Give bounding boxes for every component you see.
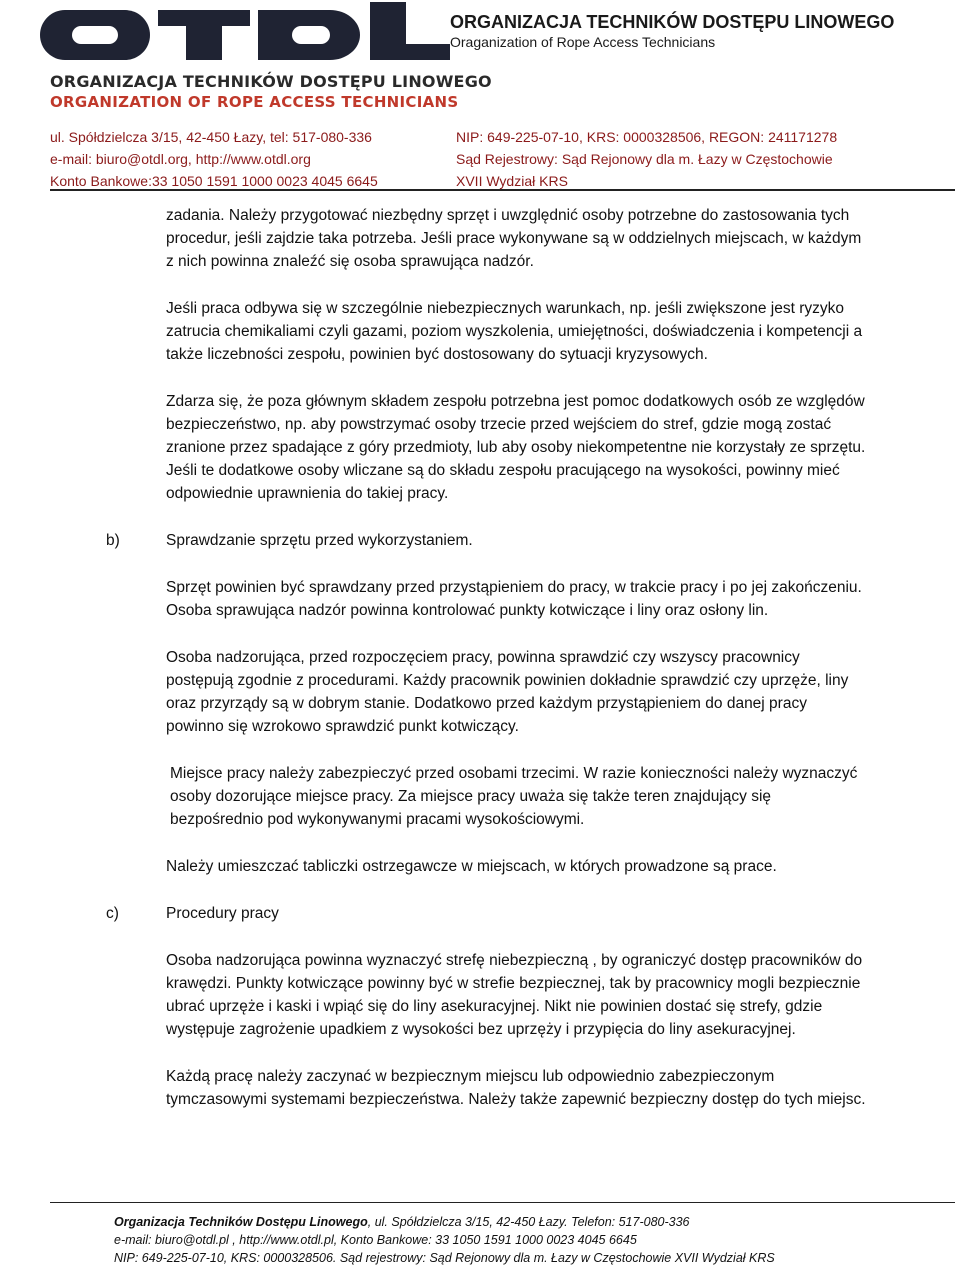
paragraph: Należy umieszczać tabliczki ostrzegawcze w miejscach, w których prowadzone są prace.: [166, 858, 777, 875]
contact-court: Sąd Rejestrowy: Sąd Rejonowy dla m. Łazy w Częstochowie: [456, 151, 833, 167]
footer-line-3: NIP: 649-225-07-10, KRS: 0000328506. Sąd rejestrowy: Sąd Rejonowy dla m. Łazy w Częstochowie XVII Wydział KRS: [114, 1251, 775, 1265]
header-divider: [50, 189, 955, 191]
paragraph: Osoba nadzorująca, przed rozpoczęciem pracy, powinna sprawdzić czy wszyscy pracownicy postępują zgodnie z procedurami. Każdy pracownik powinien dokładnie sprawdzić czy uprzęże, liny oraz przyrządy są w dobrym stanie. Dodatkowo przed każdym przystąpieniem do danej pracy powinno się wzrokowo sprawdzić punkt kotwiczący.: [166, 649, 849, 735]
footer-line-2: e-mail: biuro@otdl.pl , http://www.otdl.pl, Konto Bankowe: 33 1050 1591 1000 0023 4045 6645: [114, 1233, 637, 1247]
contact-left: [50, 126, 378, 192]
section-b-heading: [106, 529, 866, 552]
contact-right: [456, 126, 837, 192]
org-name-english: ORGANIZATION OF ROPE ACCESS TECHNICIANS: [50, 93, 459, 111]
paragraph: Każdą pracę należy zaczynać w bezpiecznym miejscu lub odpowiednio zabezpieczonym tymczasowymi systemami bezpieczeństwa. Należy także zapewnić bezpieczny dostęp do tych miejsc.: [166, 1068, 866, 1108]
paragraph: Sprzęt powinien być sprawdzany przed przystąpieniem do pracy, w trakcie pracy i po jej zakończeniu. Osoba sprawująca nadzór powinna kontrolować punkty kotwiczące i liny oraz osłony lin.: [166, 579, 862, 619]
otdl-logo-graphic: [40, 2, 450, 62]
header-subtitle: Oraganization of Rope Access Technicians: [450, 34, 716, 50]
contact-department: XVII Wydział KRS: [456, 173, 568, 189]
paragraph: Osoba nadzorująca powinna wyznaczyć strefę niebezpieczną , by ograniczyć dostęp pracowników do krawędzi. Punkty kotwiczące powinny być w strefie bezpiecznej, tak by pracownicy mogli bezpiecznie ubrać uprzęże i kaski i wpiąć się do liny asekuracyjnej. Nikt nie powinien dostać się strefy, gdzie występuje zagrożenie upadkiem z wysokości bez uprzęży i przypięcia do liny asekuracyjnej.: [166, 952, 863, 1038]
document-body: [106, 204, 866, 1111]
contact-address: ul. Spółdzielcza 3/15, 42-450 Łazy, tel: 517-080-336: [50, 129, 372, 145]
page-footer: [114, 1213, 775, 1267]
list-marker: c): [106, 905, 119, 922]
paragraph: Jeśli praca odbywa się w szczególnie niebezpiecznych warunkach, np. jeśli zwiększone jest ryzyko zatrucia chemikaliami czyli gazami, poziom wyszkolenia, umiejętności, doświadczenia i kompetencji a także liczebności zespołu, powinien być dostosowany do sytuacji kryzysowych.: [166, 300, 863, 363]
header-title: ORGANIZACJA TECHNIKÓW DOSTĘPU LINOWEGO: [450, 12, 895, 32]
footer-address: , ul. Spółdzielcza 3/15, 42-450 Łazy. Telefon: 517-080-336: [367, 1215, 690, 1229]
contact-bank-account: Konto Bankowe:33 1050 1591 1000 0023 4045 6645: [50, 173, 378, 189]
footer-divider: [50, 1202, 955, 1203]
otdl-logo: [40, 2, 450, 62]
contact-email: e-mail: biuro@otdl.org, http://www.otdl.org: [50, 151, 311, 167]
section-c-heading: [106, 902, 866, 925]
section-title: Procedury pracy: [166, 905, 279, 922]
contact-nip: NIP: 649-225-07-10, KRS: 0000328506, REGON: 241171278: [456, 129, 838, 145]
paragraph: Miejsce pracy należy zabezpieczyć przed osobami trzecimi. W razie konieczności należy wyznaczyć osoby dozorujące miejsce pracy. Za miejsce pracy uważa się także teren znajdujący się bezpośrednio pod wykonywanymi pracami wysokościowymi.: [170, 765, 858, 828]
list-marker: b): [106, 532, 120, 549]
org-name-polish: ORGANIZACJA TECHNIKÓW DOSTĘPU LINOWEGO: [50, 72, 492, 91]
paragraph: zadania. Należy przygotować niezbędny sprzęt i uwzględnić osoby potrzebne do zastosowania tych procedur, jeśli zajdzie taka potrzeba. Jeśli prace wykonywane są w oddzielnych miejscach, w każdym z nich powinna znaleźć się osoba sprawująca nadzór.: [166, 207, 862, 270]
paragraph: Zdarza się, że poza głównym składem zespołu potrzebna jest pomoc dodatkowych osób ze względów bezpieczeństwo, np. aby powstrzymać osoby trzecie przed wejściem do stref, gdzie mogą zostać zranione przez spadające z góry przedmioty, lub aby osoby niekompetentne nie korzystały ze sprzętu. Jeśli te dodatkowe osoby wliczane są do składu zespołu pracującego na wysokości, powinny mieć odpowiednie uprawnienia do takiej pracy.: [166, 393, 866, 502]
section-title: Sprawdzanie sprzętu przed wykorzystaniem.: [166, 532, 473, 549]
footer-org-name: Organizacja Techników Dostępu Linowego: [114, 1215, 368, 1229]
footer-line-1: [114, 1213, 775, 1231]
